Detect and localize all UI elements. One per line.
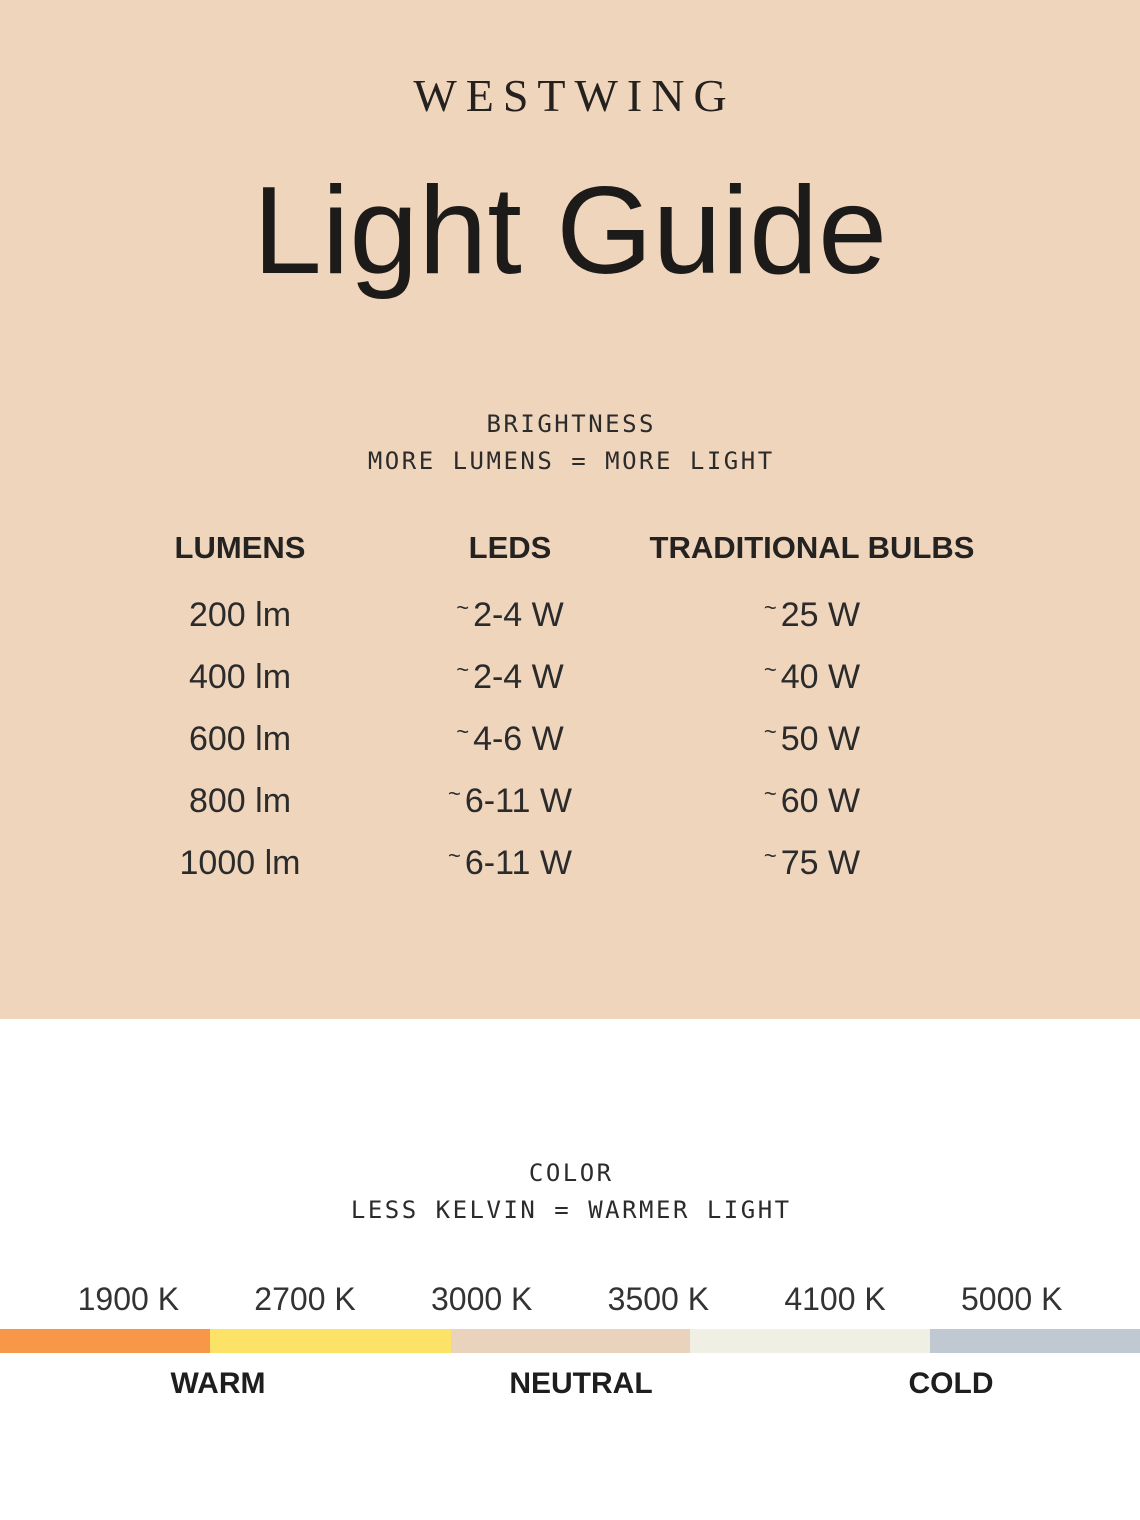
kelvin-label: 5000 K (960, 1281, 1063, 1317)
kelvin-label: 1900 K (77, 1281, 180, 1317)
page-title: Light Guide (252, 162, 888, 300)
table-header-row (40, 530, 1140, 566)
lumens-table (0, 530, 1140, 881)
column-header-lumens: LUMENS (174, 530, 306, 565)
brightness-heading-block (0, 406, 1140, 480)
approx-symbol: ~ (456, 595, 470, 620)
lumens-value: 400 lm (188, 658, 292, 696)
approx-symbol: ~ (763, 719, 777, 744)
brightness-subheading: MORE LUMENS = MORE LIGHT (367, 447, 775, 475)
temperature-label-warm: WARM (170, 1367, 266, 1400)
traditional-value: ~ 40 W (580, 652, 1044, 695)
approx-symbol: ~ (448, 843, 461, 868)
traditional-value: ~ 75 W (580, 838, 1044, 881)
leds-value: ~ 2-4 W (440, 590, 580, 633)
temperature-labels-row (0, 1366, 1140, 1404)
approx-symbol: ~ (456, 719, 470, 744)
lumens-value: 600 lm (188, 720, 292, 758)
leds-value: ~ 4-6 W (440, 714, 580, 757)
table-row (40, 838, 1140, 881)
lumens-value: 1000 lm (179, 844, 301, 882)
column-header-traditional-bulbs: TRADITIONAL BULBS (649, 530, 975, 565)
lumens-value: 800 lm (188, 782, 292, 820)
kelvin-bar-segment-neutral-cream (690, 1329, 931, 1353)
kelvin-bar-segment-warm-yellow (210, 1329, 452, 1353)
kelvin-bar-segment-warm-orange (0, 1329, 210, 1353)
brand-logo: WESTWING (413, 70, 736, 121)
table-row (40, 652, 1140, 695)
approx-symbol: ~ (763, 657, 777, 682)
table-row (40, 714, 1140, 757)
traditional-value: ~ 60 W (580, 776, 1044, 819)
table-row (40, 776, 1140, 819)
traditional-value: ~ 50 W (580, 714, 1044, 757)
approx-symbol: ~ (763, 781, 777, 806)
kelvin-label: 4100 K (784, 1281, 886, 1317)
kelvin-label: 3500 K (607, 1281, 710, 1317)
column-header-leds: LEDS (468, 530, 552, 565)
color-subheading: LESS KELVIN = WARMER LIGHT (350, 1196, 792, 1224)
kelvin-labels-row (0, 1281, 1140, 1317)
color-heading-block (0, 1019, 1140, 1229)
kelvin-label: 3000 K (430, 1281, 533, 1317)
kelvin-color-bar (0, 1329, 1140, 1353)
approx-symbol: ~ (763, 843, 777, 868)
approx-symbol: ~ (763, 595, 777, 620)
kelvin-bar-segment-cold-gray (930, 1329, 1140, 1353)
traditional-value: ~ 25 W (580, 590, 1044, 633)
kelvin-bar-segment-neutral-tan (451, 1329, 689, 1353)
temperature-label-neutral: NEUTRAL (509, 1367, 653, 1400)
leds-value: ~ 6-11 W (440, 776, 580, 819)
color-section (0, 1019, 1140, 1520)
color-heading: COLOR (528, 1159, 614, 1187)
approx-symbol: ~ (448, 781, 461, 806)
kelvin-label: 2700 K (254, 1281, 356, 1317)
lumens-value: 200 lm (188, 596, 292, 634)
brightness-heading: BRIGHTNESS (486, 410, 656, 438)
leds-value: ~ 6-11 W (440, 838, 580, 881)
table-row (40, 590, 1140, 633)
approx-symbol: ~ (456, 657, 470, 682)
leds-value: ~ 2-4 W (440, 652, 580, 695)
temperature-label-cold: COLD (908, 1367, 994, 1400)
